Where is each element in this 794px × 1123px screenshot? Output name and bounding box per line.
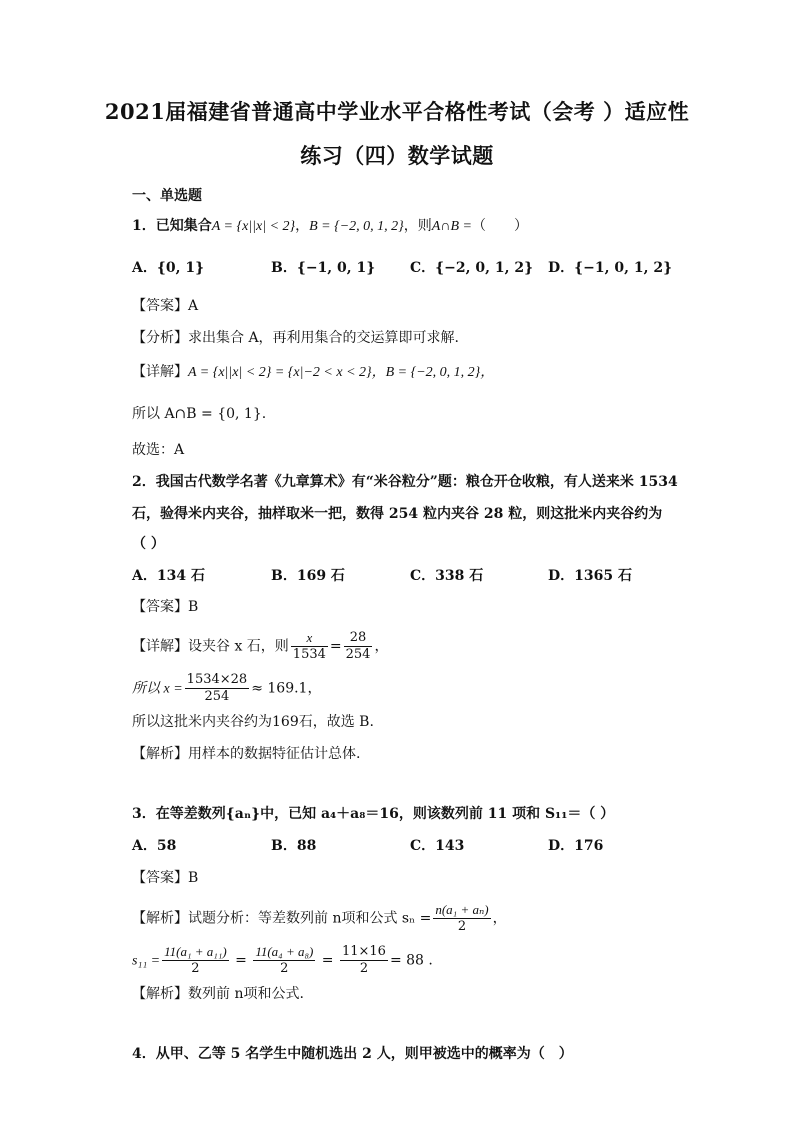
q1-option-b: B．{−1, 0, 1}: [271, 260, 376, 276]
q2-fraction-2: [344, 630, 373, 663]
q3-s11: s₁₁ =: [132, 953, 161, 969]
q3-sum-formula: s₁₁ = $\frac{\text{11(a₁ + a₁₁)}}{2}$ = $\frac{\text{11(a₄ + a₈)}}{2}$ = $\frac{11\times 16}{2}$ = 88 .: [132, 944, 433, 976]
q1-option-d: D．{−1, 0, 1, 2}: [548, 260, 673, 276]
q3-stem: 3．在等差数列{aₙ}中，已知 a₄＋a₈＝16，则该数列前 11 项和 S₁₁＝（ ）: [132, 806, 615, 822]
q3-fraction-a-den: 2: [457, 919, 467, 934]
q3-comma: ，: [492, 910, 507, 927]
q3-fraction-a-num: n(a₁ + aₙ): [435, 902, 489, 917]
q1-stem-mid: ，则: [403, 218, 432, 234]
q3-jiexi-2: [132, 984, 304, 1004]
q2-detail-label: 【详解】: [132, 638, 188, 655]
q1-analysis-text: 求出集合 A，再利用集合的交运算即可求解.: [188, 330, 460, 346]
q1-expr: A∩B =: [431, 219, 472, 234]
q2-jiexi-label: 【解析】: [132, 746, 188, 762]
q1-detail-label: 【详解】: [132, 364, 188, 380]
q2-fraction-2-num: 28: [344, 630, 373, 647]
q3-fraction-d-num: 11×16: [341, 944, 386, 959]
q2-fraction-1-num: x: [291, 630, 328, 647]
q1-so: 所以 A∩B = {0, 1}.: [132, 406, 267, 422]
q3-fraction-b-num: 11(a₁ + a₁₁): [164, 944, 227, 959]
q3-option-b: B．88: [271, 838, 317, 854]
q3-answer: 【答案】B: [132, 870, 199, 886]
q4-stem: 4．从甲、乙等 5 名学生中随机选出 2 人，则甲被选中的概率为（ ）: [132, 1046, 573, 1062]
q3-fraction-c: [253, 944, 315, 977]
q2-fraction-1-den: 1534: [292, 647, 326, 662]
q3-fraction-c-den: 2: [280, 961, 289, 976]
q3-jiexi-label: 【解析】: [132, 910, 188, 927]
q2-stem-line-3: （ ）: [132, 536, 165, 552]
section-heading: 一、单选题: [132, 188, 202, 204]
q2-option-a: A．134 石: [132, 568, 205, 584]
q1-sep: ，: [295, 218, 310, 234]
q3-fraction-c-num: 11(a₄ + a₈): [255, 944, 314, 959]
q1-set-a: A = {x||x| < 2}: [211, 219, 296, 234]
q1-set-b: B = {−2, 0, 1, 2}: [309, 219, 404, 234]
q1-option-c: C．{−2, 0, 1, 2}: [410, 260, 534, 276]
q3-fraction-d: [340, 944, 388, 977]
q2-approx: ≈ 169.1，: [251, 680, 322, 697]
q3-fraction-a: [433, 902, 490, 935]
q2-jiexi: [132, 744, 360, 764]
q2-fraction-3: [185, 672, 250, 705]
q2-so: [132, 672, 321, 705]
q2-detail-pre: 设夹谷 x 石，则: [188, 638, 289, 655]
q2-option-d: D．1365 石: [548, 568, 632, 584]
q2-stem-line-2: 石，验得米内夹谷，抽样取米一把，数得 254 粒内夹谷 28 粒，则这批米内夹谷约为: [132, 506, 663, 522]
q2-option-c: C．338 石: [410, 568, 484, 584]
q3-jiexi-2-text: 数列前 n项和公式.: [188, 986, 304, 1002]
q3-result: = 88 .: [389, 952, 433, 969]
exam-title-line-2: 练习（四）数学试题: [300, 143, 494, 168]
q2-fraction-2-den: 254: [345, 647, 371, 662]
q2-fraction-1: [291, 630, 328, 663]
q2-tail: ，: [374, 638, 389, 655]
q3-option-c: C．143: [410, 838, 465, 854]
q1-detail-text: A = {x||x| < 2} = {x|−2 < x < 2}，B = {−2, 0, 1, 2}，: [188, 365, 495, 380]
q2-conclusion: 所以这批米内夹谷约为169石，故选 B.: [132, 714, 374, 730]
q3-jiexi-pre: 试题分析：等差数列前 n项和公式 sₙ =: [188, 910, 432, 927]
q2-so-pre: 所以 x =: [132, 681, 183, 697]
q3-fraction-b: [162, 944, 229, 977]
q1-analysis-label: 【分析】: [132, 330, 188, 346]
q2-stem-line-1: 2．我国古代数学名著《九章算术》有“米谷粒分”题：粮仓开仓收粮，有人送来米 1534: [132, 474, 678, 490]
q3-fraction-b-den: 2: [191, 961, 200, 976]
q1-detail: [132, 362, 494, 383]
q1-analysis: [132, 328, 459, 348]
q2-fraction-3-den: 254: [204, 689, 230, 704]
q3-option-d: D．176: [548, 838, 604, 854]
q2-fraction-3-num: 1534×28: [186, 672, 248, 687]
q2-eq: =: [329, 638, 342, 655]
q2-option-b: B．169 石: [271, 568, 345, 584]
q3-option-a: A．58: [132, 838, 177, 854]
q2-answer: 【答案】B: [132, 599, 199, 615]
q1-answer: 【答案】A: [132, 298, 199, 314]
q2-jiexi-text: 用样本的数据特征估计总体.: [188, 746, 361, 762]
q1-stem: [132, 216, 528, 237]
q3-jiexi: [132, 902, 507, 935]
q1-option-a: A．{0, 1}: [132, 260, 205, 276]
q3-jiexi-2-label: 【解析】: [132, 986, 188, 1002]
q1-stem-pre: 1．已知集合: [132, 218, 212, 234]
q1-choose: 故选：A: [132, 442, 185, 458]
q2-detail: [132, 630, 388, 663]
exam-title-line-1: 2021届福建省普通高中学业水平合格性考试（会考 ）适应性: [104, 99, 690, 124]
q1-stem-end: （ ）: [471, 218, 528, 234]
q3-fraction-d-den: 2: [359, 961, 369, 976]
